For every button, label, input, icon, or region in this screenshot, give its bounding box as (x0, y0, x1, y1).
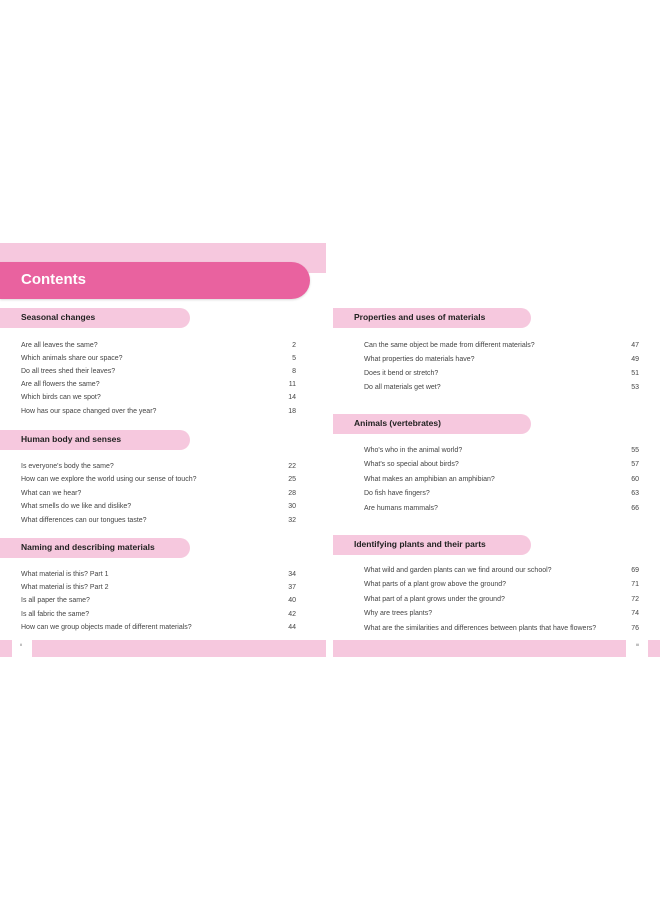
entry-page-number: 34 (288, 571, 296, 578)
entry-page-number: 53 (631, 384, 639, 391)
toc-entry[interactable] (21, 408, 296, 421)
entry-title: How has our space changed over the year? (21, 408, 157, 415)
section-heading-bar (333, 414, 531, 434)
entry-page-number: 40 (288, 597, 296, 604)
entry-page-number: 5 (292, 355, 296, 362)
section-heading: Seasonal changes (21, 312, 96, 322)
toc-entry[interactable] (364, 625, 639, 638)
toc-entry[interactable] (364, 384, 639, 397)
entry-title: Are humans mammals? (364, 505, 438, 512)
entry-page-number: 49 (631, 356, 639, 363)
entry-page-number: 51 (631, 370, 639, 377)
toc-entry[interactable] (21, 342, 296, 355)
entry-page-number: 37 (288, 584, 296, 591)
footer-band-left (32, 640, 326, 657)
section-heading-bar (0, 430, 190, 450)
toc-entry[interactable] (21, 381, 296, 394)
entry-page-number: 69 (631, 567, 639, 574)
section-heading-bar (0, 308, 190, 328)
entry-page-number: 22 (288, 463, 296, 470)
entry-title: Do fish have fingers? (364, 490, 430, 497)
entry-title: Is all paper the same? (21, 597, 90, 604)
entry-title: What makes an amphibian an amphibian? (364, 476, 495, 483)
entry-title: How can we explore the world using our sense of touch? (21, 476, 197, 483)
entry-title: What part of a plant grows under the ground? (364, 596, 505, 603)
toc-entry[interactable] (364, 505, 639, 518)
entry-title: Can the same object be made from different materials? (364, 342, 535, 349)
entry-page-number: 55 (631, 447, 639, 454)
toc-entry[interactable] (21, 394, 296, 407)
toc-entry[interactable] (364, 567, 639, 580)
entry-title: Does it bend or stretch? (364, 370, 439, 377)
toc-entry[interactable] (364, 581, 639, 594)
entry-title: What smells do we like and dislike? (21, 503, 132, 510)
entry-title: What parts of a plant grow above the ground? (364, 581, 507, 588)
entry-title: What differences can our tongues taste? (21, 517, 147, 524)
left-page-number: ii (20, 642, 22, 647)
entry-page-number: 60 (631, 476, 639, 483)
toc-entry[interactable] (364, 461, 639, 474)
entry-page-number: 32 (288, 517, 296, 524)
toc-entry[interactable] (21, 611, 296, 624)
toc-entry[interactable] (21, 368, 296, 381)
entry-title: Why are trees plants? (364, 610, 433, 617)
entry-title: What's so special about birds? (364, 461, 459, 468)
entry-page-number: 57 (631, 461, 639, 468)
entry-page-number: 8 (292, 368, 296, 375)
toc-entry[interactable] (21, 490, 296, 503)
entry-title: How can we group objects made of different materials? (21, 624, 192, 631)
entry-page-number: 47 (631, 342, 639, 349)
entry-page-number: 71 (631, 581, 639, 588)
footer-band-right-edge (648, 640, 660, 657)
entry-page-number: 14 (288, 394, 296, 401)
section-heading: Naming and describing materials (21, 542, 155, 552)
entry-page-number: 30 (288, 503, 296, 510)
section-heading: Identifying plants and their parts (354, 539, 486, 549)
toc-entry[interactable] (21, 517, 296, 530)
entry-title: Who's who in the animal world? (364, 447, 463, 454)
entry-page-number: 63 (631, 490, 639, 497)
toc-entry[interactable] (21, 476, 296, 489)
entry-page-number: 28 (288, 490, 296, 497)
toc-entry[interactable] (364, 596, 639, 609)
toc-entry[interactable] (364, 610, 639, 623)
entry-page-number: 66 (631, 505, 639, 512)
section-heading: Properties and uses of materials (354, 312, 486, 322)
entry-title: What are the similarities and differences between plants that have flowers? (364, 625, 597, 632)
section-heading-bar (0, 538, 190, 558)
toc-entry[interactable] (21, 571, 296, 584)
right-page-number: iii (636, 642, 639, 647)
entry-page-number: 18 (288, 408, 296, 415)
entry-title: Is everyone's body the same? (21, 463, 114, 470)
page-title: Contents (21, 271, 86, 288)
toc-entry[interactable] (21, 584, 296, 597)
footer-band-left-edge (0, 640, 12, 657)
footer-band-right (333, 640, 626, 657)
entry-page-number: 76 (631, 625, 639, 632)
entry-title: Is all fabric the same? (21, 611, 90, 618)
entry-title: Do all trees shed their leaves? (21, 368, 116, 375)
entry-title: What can we hear? (21, 490, 82, 497)
section-heading: Human body and senses (21, 434, 122, 444)
entry-title: Which birds can we spot? (21, 394, 101, 401)
entry-title: Are all leaves the same? (21, 342, 98, 349)
entry-page-number: 25 (288, 476, 296, 483)
entry-page-number: 11 (288, 381, 296, 388)
entry-page-number: 74 (631, 610, 639, 617)
toc-entry[interactable] (364, 476, 639, 489)
entry-title: Are all flowers the same? (21, 381, 100, 388)
entry-page-number: 72 (631, 596, 639, 603)
toc-entry[interactable] (21, 463, 296, 476)
toc-entry[interactable] (364, 447, 639, 460)
section-heading-bar (333, 535, 531, 555)
toc-entry[interactable] (364, 342, 639, 355)
toc-entry[interactable] (21, 624, 296, 637)
entry-page-number: 44 (288, 624, 296, 631)
toc-entry[interactable] (21, 355, 296, 368)
toc-entry[interactable] (21, 597, 296, 610)
entry-page-number: 42 (288, 611, 296, 618)
contents-title-bar (0, 262, 310, 299)
entry-title: Do all materials get wet? (364, 384, 441, 391)
toc-entry[interactable] (364, 356, 639, 369)
toc-entry[interactable] (364, 370, 639, 383)
entry-title: What material is this? Part 2 (21, 584, 109, 591)
entry-title: What wild and garden plants can we find around our school? (364, 567, 552, 574)
entry-title: What properties do materials have? (364, 356, 475, 363)
toc-entry[interactable] (21, 503, 296, 516)
toc-entry[interactable] (364, 490, 639, 503)
section-heading: Animals (vertebrates) (354, 418, 441, 428)
section-heading-bar (333, 308, 531, 328)
entry-title: Which animals share our space? (21, 355, 123, 362)
entry-title: What material is this? Part 1 (21, 571, 109, 578)
entry-page-number: 2 (292, 342, 296, 349)
